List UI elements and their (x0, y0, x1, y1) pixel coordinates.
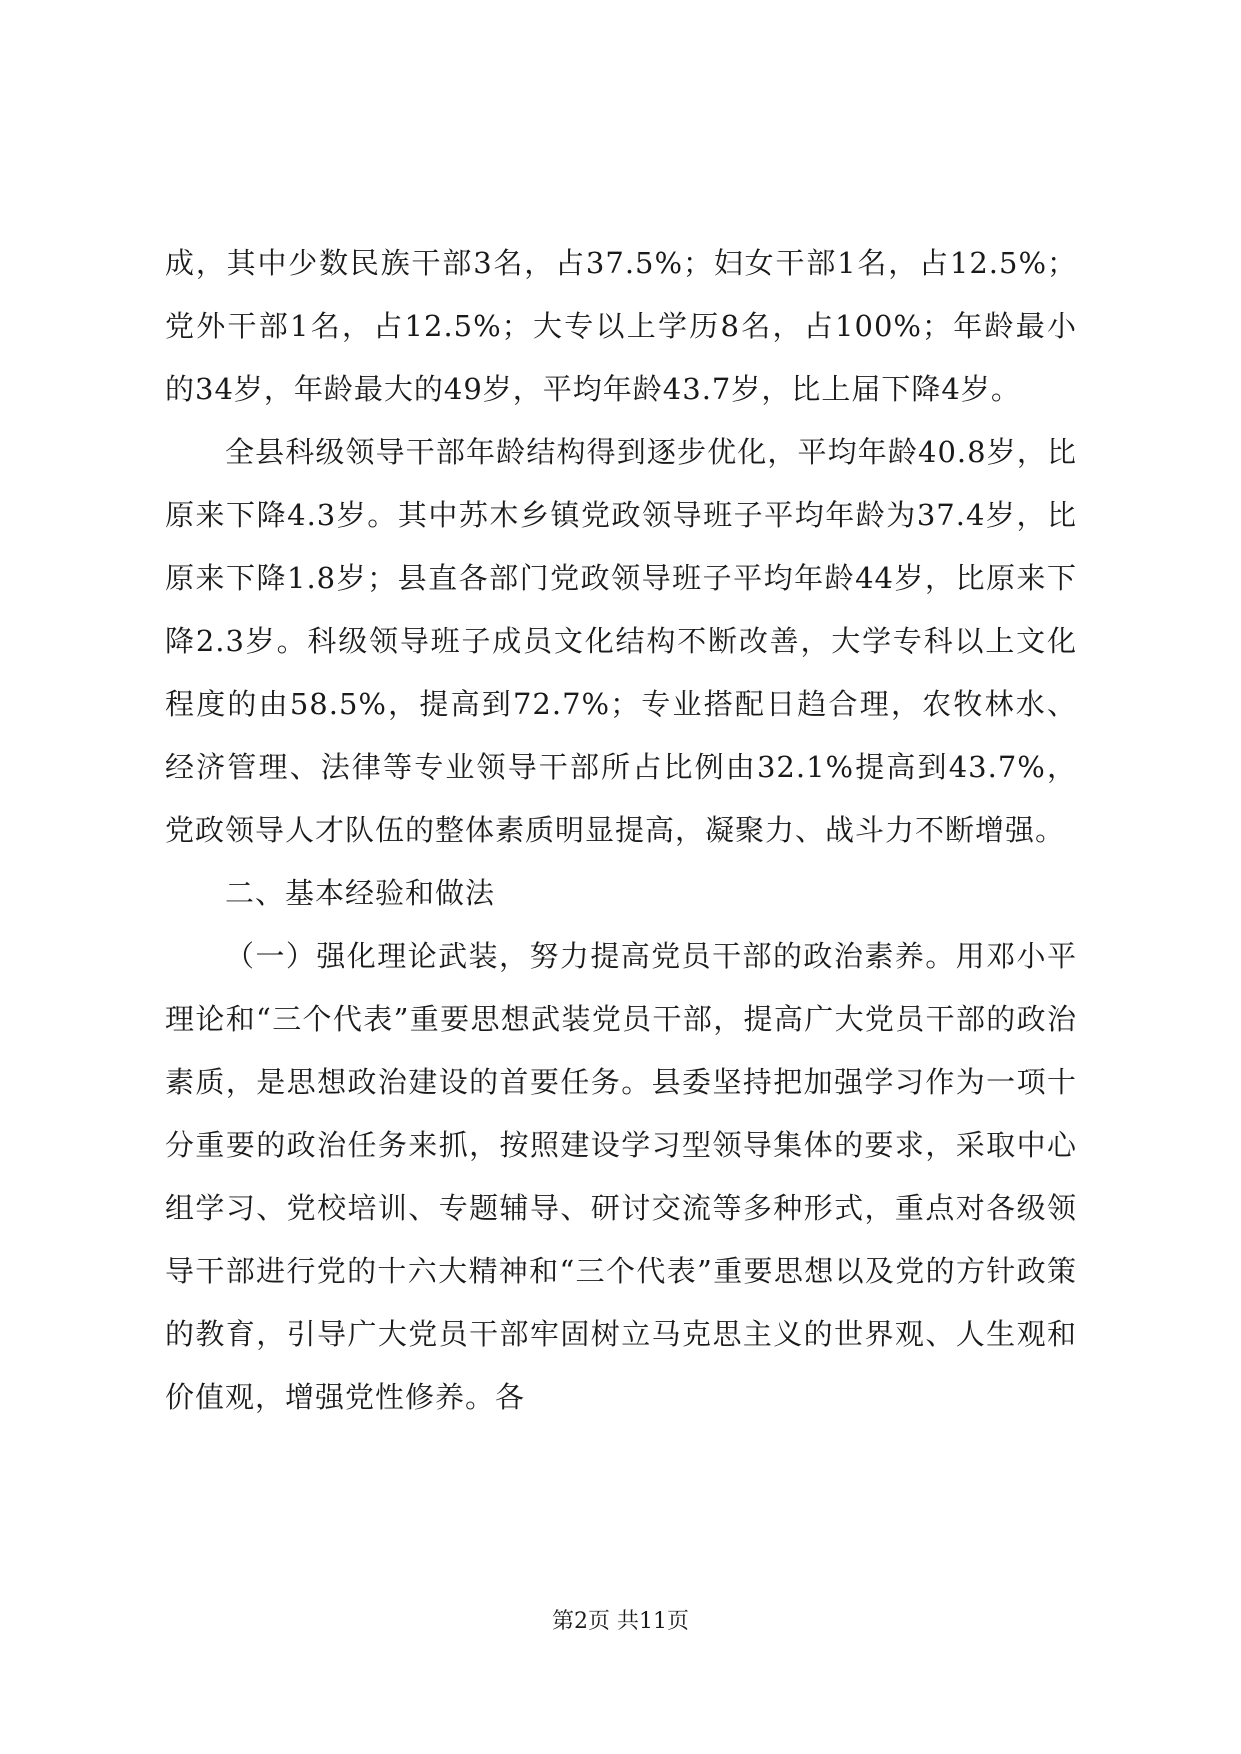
page-number-footer: 第2页 共11页 (552, 1609, 689, 1634)
paragraph-theory: （一）强化理论武装，努力提高党员干部的政治素养。用邓小平理论和“三个代表”重要思想武装党员干部，提高广大党员干部的政治素质，是思想政治建设的首要任务。县委坚持把加强学习作为一项十分重要的政治任务来抓，按照建设学习型领导集体的要求，采取中心组学习、党校培训、专题辅导、研讨交流等多种形式，重点对各级领导干部进行党的十六大精神和“三个代表”重要思想以及党的方针政策的教育，引导广大党员干部牢固树立马克思主义的世界观、人生观和价值观，增强党性修养。各 (165, 939, 1077, 1414)
paragraph-continuation: 成，其中少数民族干部3名，占37.5%；妇女干部1名，占12.5%；党外干部1名，占12.5%；大专以上学历8名，占100%；年龄最小的34岁，年龄最大的49岁，平均年龄43.7岁，比上届下降4岁。 (165, 246, 1077, 406)
body-text (165, 232, 1077, 1429)
paragraph-cadre-structure: 全县科级领导干部年龄结构得到逐步优化，平均年龄40.8岁，比原来下降4.3岁。其中苏木乡镇党政领导班子平均年龄为37.4岁，比原来下降1.8岁；县直各部门党政领导班子平均年龄44岁，比原来下降2.3岁。科级领导班子成员文化结构不断改善，大学专科以上文化程度的由58.5%，提高到72.7%；专业搭配日趋合理，农牧林水、经济管理、法律等专业领导干部所占比例由32.1%提高到43.7%，党政领导人才队伍的整体素质明显提高，凝聚力、战斗力不断增强。 (165, 435, 1077, 847)
section-heading: 二、基本经验和做法 (225, 876, 496, 910)
